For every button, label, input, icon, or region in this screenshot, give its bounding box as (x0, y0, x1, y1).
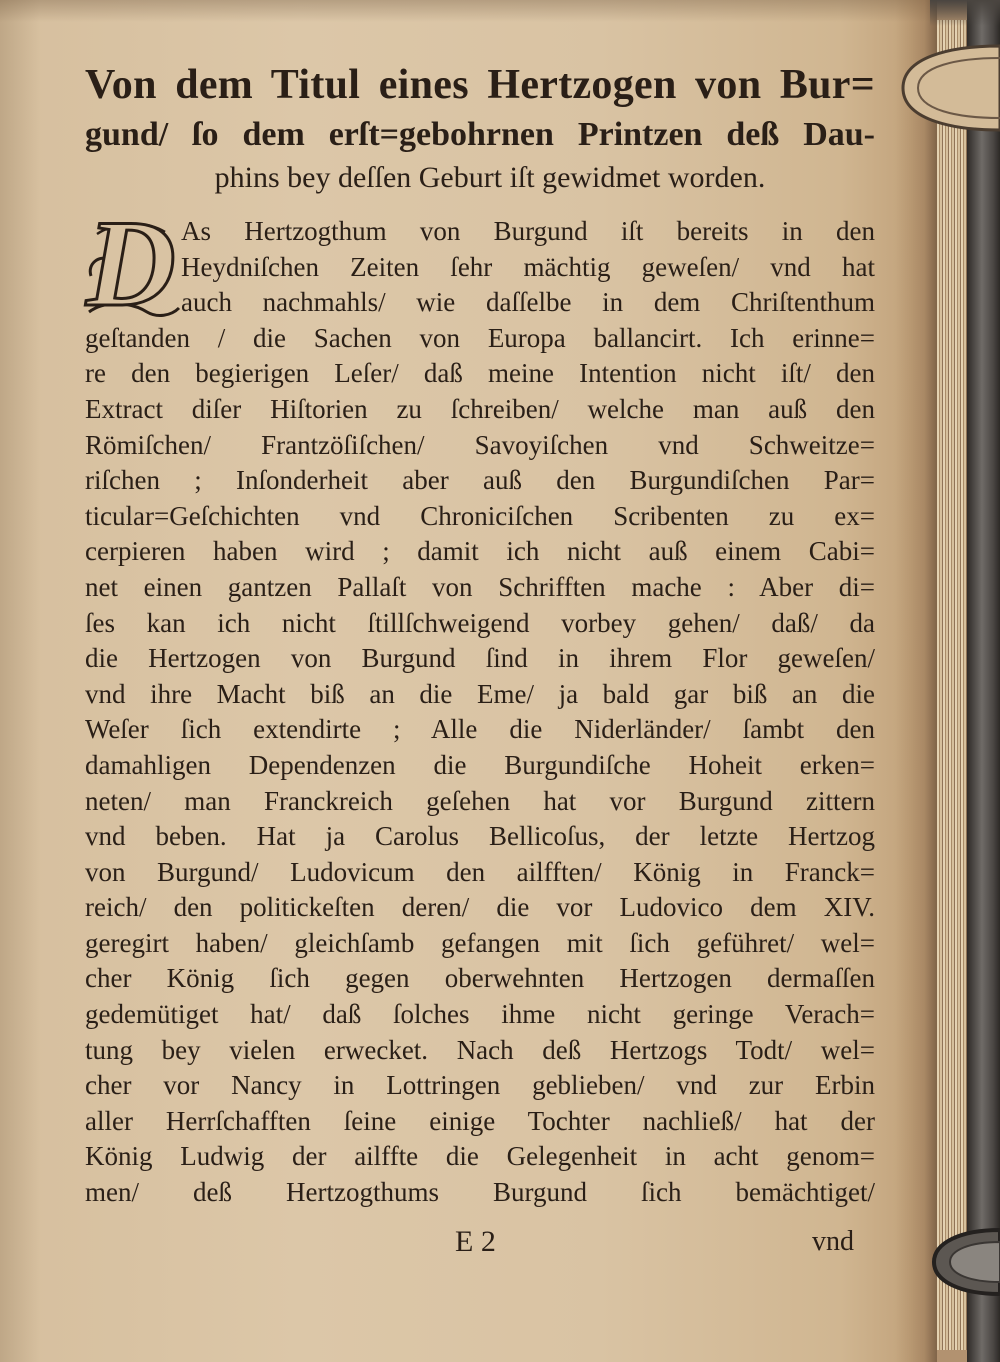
body-text (85, 195, 875, 1211)
body-line-11: net einen gantzen Pallaſt von Schrifften mache : Aber di= (85, 571, 875, 602)
body-line-25: cher vor Nancy in Lottringen geblieben/ vnd zur Erbin (85, 1070, 875, 1101)
page-left-shadow (0, 0, 40, 1362)
body-line-22: cher König ſich gegen oberwehnten Hertzogen dermaſſen (85, 963, 875, 994)
body-line-7: Römiſchen/ Frantzöſiſchen/ Savoyiſchen vnd Schweitze= (85, 429, 875, 460)
page-curvature-shadow (895, 0, 937, 1362)
body-line-24: tung bey vielen erwecket. Nach deß Hertzogs Todt/ wel= (85, 1034, 875, 1065)
body-line-20: reich/ den politickeſten deren/ die vor Ludovico dem XIV. (85, 892, 875, 923)
body-line-10: cerpieren haben wird ; damit ich nicht auß einem Cabi= (85, 536, 875, 567)
body-line-16: damahligen Dependenzen die Burgundiſche Hoheit erken= (85, 749, 875, 780)
page-edges (937, 20, 967, 1350)
body-line-4: geſtanden / die Sachen von Europa ballancirt. Ich erinne= (85, 322, 875, 353)
catchword: vnd (812, 1226, 854, 1257)
body-line-12: ſes kan ich nicht ſtillſchweigend vorbey gehen/ daß/ da (85, 607, 875, 638)
chapter-heading (85, 58, 875, 198)
body-line-21: geregirt haben/ gleichſamb gefangen mit ſich geführet/ wel= (85, 927, 875, 958)
body-line-6: Extract diſer Hiſtorien zu ſchreiben/ welche man auß den (85, 393, 875, 424)
heading-line-1: Von dem Titul eines Hertzogen von Bur= (85, 62, 875, 108)
body-line-27: König Ludwig der ailffte die Gelegenheit in acht genom= (85, 1141, 875, 1172)
body-line-8: riſchen ; Inſonderheit aber auß den Burgundiſchen Par= (85, 465, 875, 496)
body-line-26: aller Herrſchafften ſeine einige Tochter nachließ/ hat der (85, 1105, 875, 1136)
body-line-14: vnd ihre Macht biß an die Eme/ ja bald gar biß an die (85, 678, 875, 709)
body-line-1: As Hertzogthum von Burgund iſt bereits in den (181, 216, 875, 246)
top-corner-shadow (930, 0, 1000, 26)
heading-line-3: phins bey deſſen Geburt iſt gewidmet worden. (214, 161, 766, 194)
body-line-15: Weſer ſich extendirte ; Alle die Niderländer/ ſambt den (85, 714, 875, 745)
body-line-13: die Hertzogen von Burgund ſind in ihrem Flor geweſen/ (85, 643, 875, 674)
body-line-23: gedemütiget hat/ daß ſolches ihme nicht geringe Verach= (85, 999, 875, 1030)
page-footer (0, 1222, 1000, 1266)
body-line-18: vnd beben. Hat ja Carolus Bellicoſus, der letzte Hertzog (85, 821, 875, 852)
body-line-9: ticular=Geſchichten vnd Chroniciſchen Scribenten zu ex= (85, 500, 875, 531)
body-line-19: von Burgund/ Ludovicum den ailfften/ König in Franck= (85, 856, 875, 887)
body-line-28: men/ deß Hertzogthums Burgund ſich bemächtiget/ (85, 1177, 875, 1208)
page-top-shadow (0, 0, 1000, 22)
body-line-2: Heydniſchen Zeiten ſehr mächtig geweſen/ vnd hat (181, 251, 875, 282)
body-line-5: re den begierigen Leſer/ daß meine Intention nicht iſt/ den (85, 358, 875, 389)
drop-cap-initial: D (86, 195, 176, 332)
book-cover-edge (967, 0, 1000, 1362)
signature-mark: E 2 (455, 1225, 496, 1258)
heading-line-2: gund/ ſo dem erſt=gebohrnen Printzen deß Dau- (85, 116, 875, 153)
body-line-3: auch nachmahls/ wie daſſelbe in dem Chriſtenthum (181, 287, 875, 318)
body-line-17: neten/ man Franckreich geſehen hat vor Burgund zittern (85, 785, 875, 816)
